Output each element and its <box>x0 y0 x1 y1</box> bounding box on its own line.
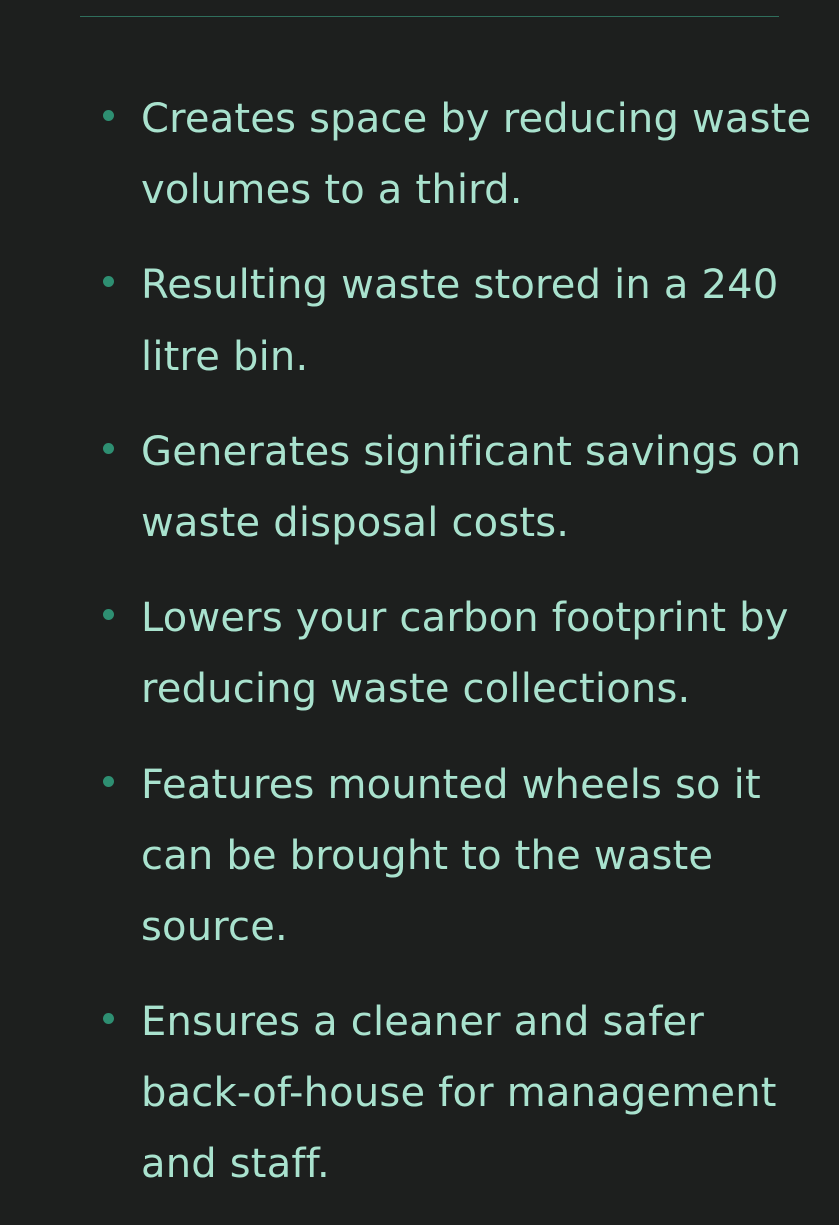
list-item <box>96 750 816 964</box>
list-item-label: Lowers your carbon footprint by reducing waste collections. <box>141 595 789 713</box>
list-item <box>96 583 816 725</box>
bullet-icon <box>103 776 114 787</box>
bullet-icon <box>103 609 114 620</box>
benefits-list <box>96 84 816 1225</box>
list-item-label: Ensures a cleaner and safer back-of-house for management and staff. <box>141 999 777 1188</box>
list-item-label: Features mounted wheels so it can be brought to the waste source. <box>141 761 761 950</box>
list-item <box>96 987 816 1201</box>
list-item-label: Generates significant savings on waste disposal costs. <box>141 428 802 546</box>
top-divider <box>80 16 779 17</box>
list-item-label: Resulting waste stored in a 240 litre bin. <box>141 262 779 380</box>
list-item <box>96 250 816 392</box>
bullet-icon <box>103 443 114 454</box>
list-item-label: Creates space by reducing waste volumes to a third. <box>141 96 812 214</box>
bullet-icon <box>103 276 114 287</box>
list-item <box>96 84 816 226</box>
bullet-icon <box>103 110 114 121</box>
bullet-icon <box>103 1013 114 1024</box>
list-item <box>96 417 816 559</box>
